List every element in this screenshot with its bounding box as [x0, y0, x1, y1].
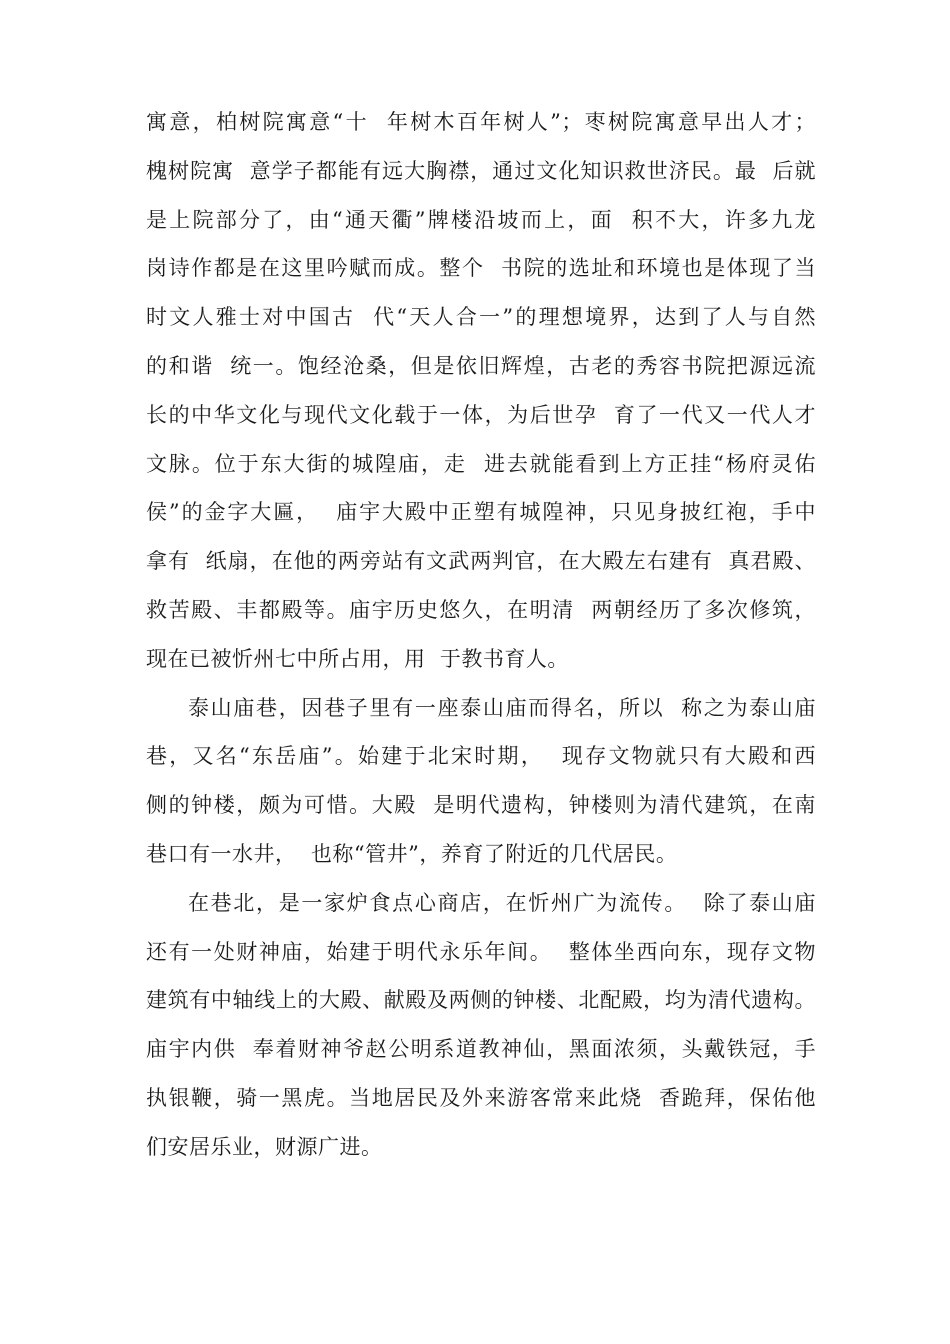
text-line: 拿有 纸扇，在他的两旁站有文武两判官，在大殿左右建有 真君殿、 — [146, 549, 816, 574]
text-line: 寓意，柏树院寓意“十 年树木百年树人”；枣树院寓意早出人才； — [146, 110, 816, 134]
text-line: 巷，又名“东岳庙”。始建于北宋时期， 现存文物就只有大殿和西 — [146, 744, 816, 769]
text-line: 庙宇内供 奉着财神爷赵公明系道教神仙，黑面浓须，头戴铁冠，手 — [146, 1037, 816, 1062]
text-line: 岗诗作都是在这里吟赋而成。整个 书院的选址和环境也是体现了当 — [146, 256, 816, 281]
text-line: 时文人雅士对中国古 代“天人合一”的理想境界，达到了人与自然 — [146, 305, 816, 330]
text-line: 现在已被忻州七中所占用，用 于教书育人。 — [146, 646, 569, 671]
text-line: 还有一处财神庙，始建于明代永乐年间。 整体坐西向东，现存文物 — [146, 939, 816, 964]
text-line: 长的中华文化与现代文化载于一体，为后世孕 育了一代又一代人才 — [146, 402, 816, 427]
text-line: 巷口有一水井， 也称“管井”，养育了附近的几代居民。 — [146, 841, 678, 866]
text-line: 的和谐 统一。饱经沧桑，但是依旧辉煌，古老的秀容书院把源远流 — [146, 353, 816, 378]
text-line: 是上院部分了，由“通天衢”牌楼沿坡而上，面 积不大，许多九龙 — [146, 207, 816, 232]
text-line: 在巷北，是一家炉食点心商店，在忻州广为流传。 除了泰山庙 — [188, 890, 816, 915]
text-line: 救苦殿、丰都殿等。庙宇历史悠久，在明清 两朝经历了多次修筑， — [146, 597, 816, 622]
text-line: 侧的钟楼，颇为可惜。大殿 是明代遗构，钟楼则为清代建筑，在南 — [146, 793, 816, 818]
text-line: 建筑有中轴线上的大殿、献殿及两侧的钟楼、北配殿，均为清代遗构。 — [146, 988, 816, 1013]
text-line: 槐树院寓 意学子都能有远大胸襟，通过文化知识救世济民。最 后就 — [146, 158, 816, 183]
paragraph-2 — [146, 684, 816, 879]
text-line: 侯”的金字大匾， 庙宇大殿中正塑有城隍神，只见身披红袍，手中 — [146, 500, 816, 525]
text-line: 泰山庙巷，因巷子里有一座泰山庙而得名，所以 称之为泰山庙 — [188, 695, 816, 720]
text-line: 文脉。位于东大街的城隍庙，走 进去就能看到上方正挂“杨府灵佑 — [146, 451, 816, 476]
document-body — [146, 98, 816, 1172]
text-line: 执银鞭，骑一黑虎。当地居民及外来游客常来此烧 香跪拜，保佑他 — [146, 1085, 816, 1110]
paragraph-3 — [146, 879, 816, 1172]
paragraph-1 — [146, 98, 816, 684]
text-line: 们安居乐业，财源广进。 — [146, 1134, 383, 1159]
